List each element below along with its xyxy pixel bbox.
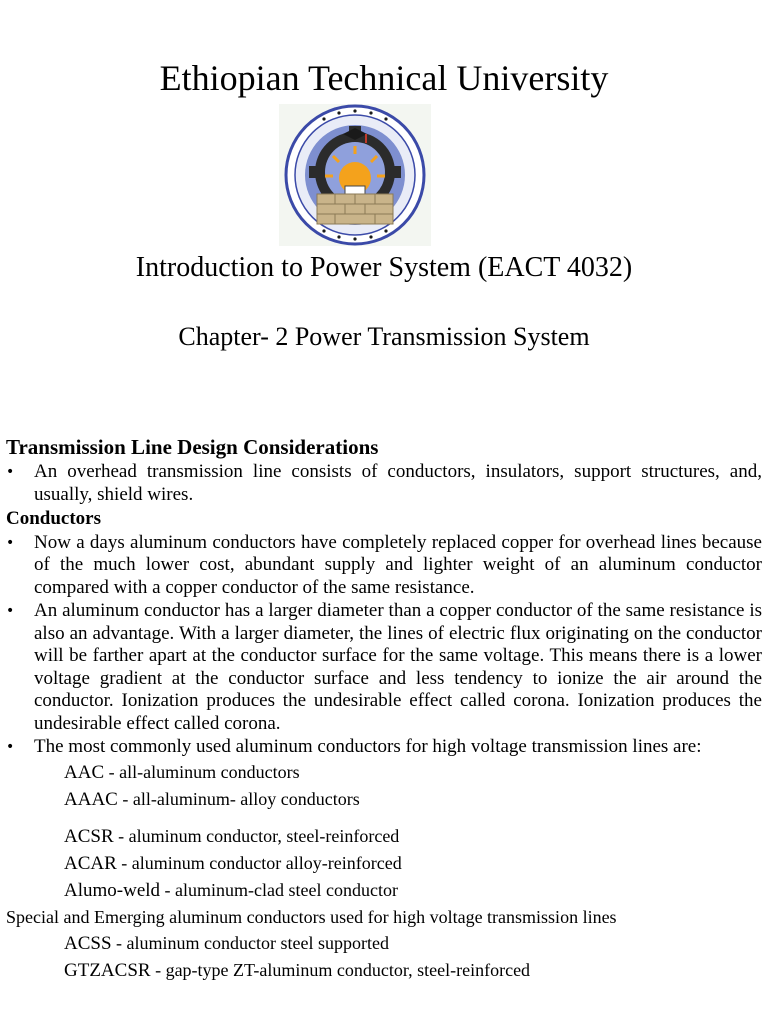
bullet-item xyxy=(6,461,762,506)
conductor-desc: - gap-type ZT-aluminum conductor, steel-reinforced xyxy=(150,959,531,980)
special-type-item xyxy=(6,930,762,957)
bullet-text: An aluminum conductor has a larger diameter than a copper conductor of the same resistance is also an advantage. With a larger diameter, the lines of electric flux originating on the conductor will be farther apart at the conductor surface for the same voltage. This means there is a lower voltage gradient at the conductor surface and less tendency to ionize the air around the conductor. Ionization produces the undesirable effect called corona. Ionization produces the undesirable effect called corona. xyxy=(34,600,762,734)
chapter-title: Chapter- 2 Power Transmission System xyxy=(178,322,590,351)
conductor-desc: - aluminum conductor alloy-reinforced xyxy=(116,852,402,873)
conductor-code: AAC xyxy=(64,761,105,783)
course-title: Introduction to Power System (EACT 4032) xyxy=(135,252,633,283)
document-body xyxy=(6,434,762,984)
conductor-type-item xyxy=(6,850,762,877)
university-seal-icon xyxy=(279,104,431,246)
conductor-desc: - aluminum conductor, steel-reinforced xyxy=(113,825,400,846)
bullet-icon: • xyxy=(6,739,15,755)
conductor-type-item xyxy=(6,823,762,850)
bullet-text: Now a days aluminum conductors have completely replaced copper for overhead lines because of the much lower cost, abundant supply and lighter weight of an aluminum conductor compared with a copper conductor of the same resistance. xyxy=(34,531,762,598)
bullet-text: The most commonly used aluminum conductors for high voltage transmission lines are: xyxy=(34,736,702,757)
conductor-code: AAAC xyxy=(64,788,118,810)
conductor-desc: - all-aluminum- alloy conductors xyxy=(117,788,360,809)
conductor-desc: - aluminum-clad steel conductor xyxy=(160,879,398,900)
bullet-icon: • xyxy=(6,534,15,551)
conductor-code: ACAR xyxy=(64,852,117,874)
conductor-type-item xyxy=(6,877,762,904)
section-heading-design: Transmission Line Design Considerations xyxy=(6,435,379,459)
special-type-item xyxy=(6,957,762,984)
conductor-type-item xyxy=(6,759,762,786)
section-heading-conductors: Conductors xyxy=(6,508,102,529)
conductor-code: ACSS xyxy=(64,932,112,954)
bullet-item xyxy=(6,532,762,600)
conductor-code: ACSR xyxy=(64,825,114,847)
conductor-type-item xyxy=(6,786,762,813)
bullet-icon: • xyxy=(6,464,15,480)
conductor-desc: - all-aluminum conductors xyxy=(104,761,300,782)
conductor-code: Alumo-weld xyxy=(64,879,161,901)
bullet-icon: • xyxy=(6,603,15,619)
bullet-item xyxy=(6,736,762,759)
bullet-text: An overhead transmission line consists of conductors, insulators, support structures, and, usually, shield wires. xyxy=(34,461,762,505)
conductor-code: GTZACSR xyxy=(64,959,151,981)
bullet-item xyxy=(6,600,762,735)
conductor-desc: - aluminum conductor steel supported xyxy=(111,932,389,953)
university-title: Ethiopian Technical University xyxy=(159,58,609,98)
special-conductors-line: Special and Emerging aluminum conductors used for high voltage transmission lines xyxy=(6,906,617,927)
